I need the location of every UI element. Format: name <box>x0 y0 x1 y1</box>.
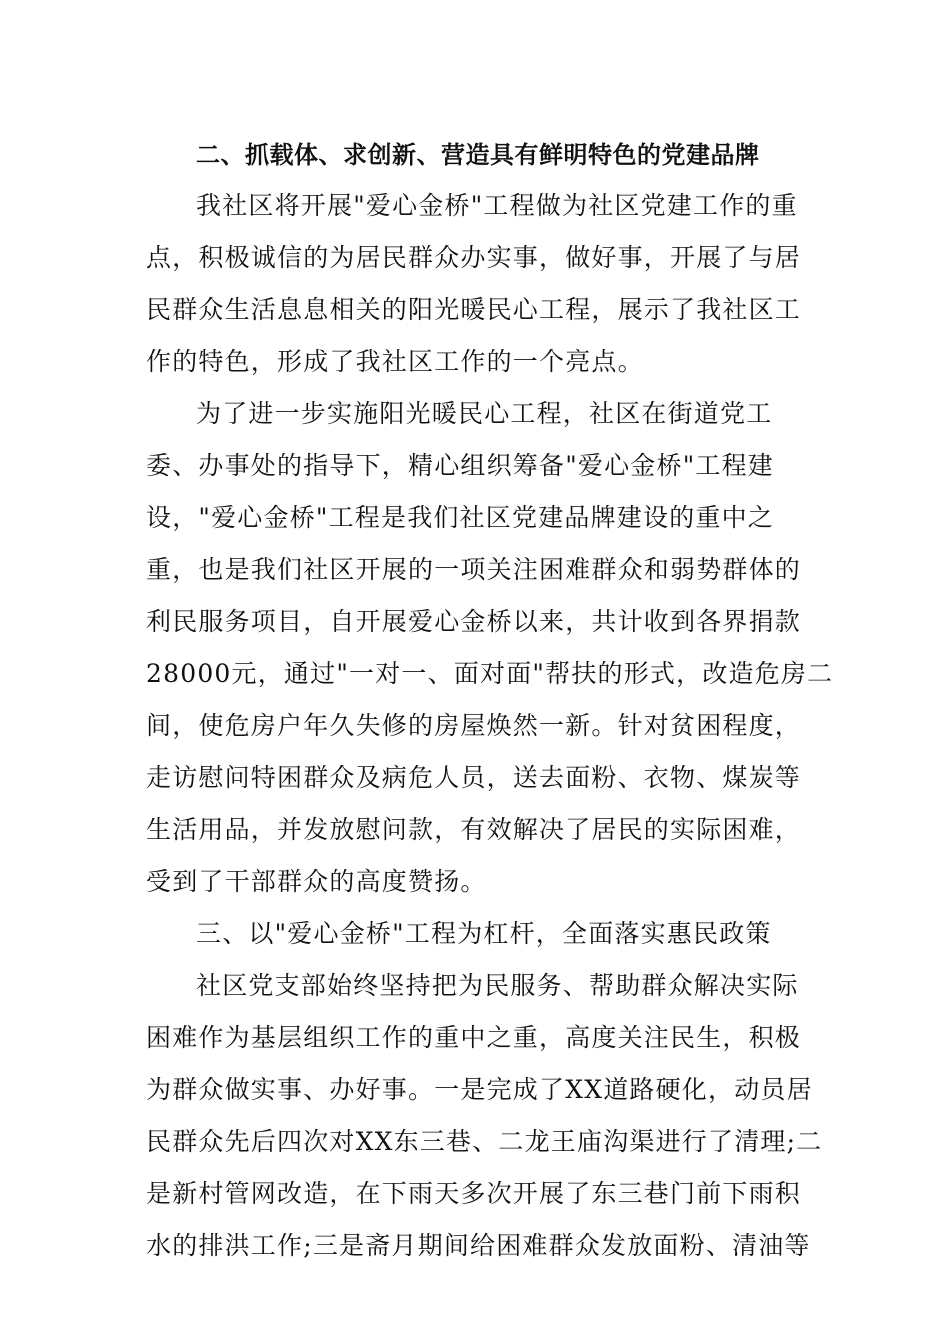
text-line: 设，"爱心金桥"工程是我们社区党建品牌建设的重中之 <box>146 503 775 532</box>
text-line: 作的特色，形成了我社区工作的一个亮点。 <box>146 347 644 376</box>
text-line: 是新村管网改造，在下雨天多次开展了东三巷门前下雨积 <box>146 1179 802 1208</box>
text-line: 水的排洪工作;三是斋月期间给困难群众发放面粉、清油等 <box>146 1231 811 1260</box>
document-body <box>146 130 834 1272</box>
text-line: 28000元，通过"一对一、面对面"帮扶的形式，改造危房二 <box>146 659 834 688</box>
text-line: 点，积极诚信的为居民群众办实事，做好事，开展了与居 <box>146 243 802 272</box>
section-2-heading: 二、抓载体、求创新、营造具有鲜明特色的党建品牌 <box>196 140 760 169</box>
section-3-paragraph-1 <box>146 960 823 1272</box>
text-line: 我社区将开展"爱心金桥"工程做为社区党建工作的重 <box>196 191 798 220</box>
text-line: 委、办事处的指导下，精心组织筹备"爱心金桥"工程建 <box>146 451 775 480</box>
section-2-paragraph-1 <box>146 180 804 388</box>
text-line: 民群众生活息息相关的阳光暖民心工程，展示了我社区工 <box>146 295 802 324</box>
section-2-paragraph-2 <box>146 388 834 908</box>
text-line: 困难作为基层组织工作的重中之重，高度关注民生，积极 <box>146 1023 802 1052</box>
text-line: 受到了干部群众的高度赞扬。 <box>146 867 487 896</box>
text-line: 走访慰问特困群众及病危人员，送去面粉、衣物、煤炭等 <box>146 763 802 792</box>
section-3-heading: 三、以"爱心金桥"工程为杠杆，全面落实惠民政策 <box>196 919 772 948</box>
text-line: 重，也是我们社区开展的一项关注困难群众和弱势群体的 <box>146 555 802 584</box>
text-line: 为群众做实事、办好事。一是完成了XX道路硬化，动员居 <box>146 1075 813 1104</box>
text-line: 为了进一步实施阳光暖民心工程，社区在街道党工 <box>196 399 773 428</box>
text-line: 社区党支部始终坚持把为民服务、帮助群众解决实际 <box>196 971 799 1000</box>
text-line: 利民服务项目，自开展爱心金桥以来，共计收到各界捐款 <box>146 607 802 636</box>
text-line: 间，使危房户年久失修的房屋焕然一新。针对贫困程度， <box>146 711 802 740</box>
text-line: 生活用品，并发放慰问款，有效解决了居民的实际困难， <box>146 815 802 844</box>
text-line: 民群众先后四次对XX东三巷、二龙王庙沟渠进行了清理;二 <box>146 1127 823 1156</box>
